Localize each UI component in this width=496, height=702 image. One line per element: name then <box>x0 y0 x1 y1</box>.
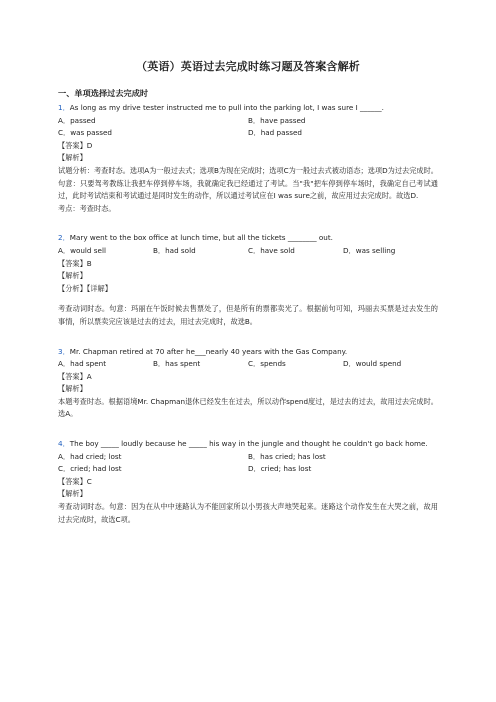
question-3 <box>58 346 438 422</box>
option-b: B．had sold <box>153 245 196 255</box>
analysis-label: 【解析】 <box>58 271 87 281</box>
options-row <box>58 115 438 128</box>
options-row <box>58 463 438 476</box>
options-row <box>58 451 438 464</box>
options-row <box>58 127 438 140</box>
answer-label: 【答案】C <box>58 476 92 486</box>
option-d: D．cried; has lost <box>248 464 312 474</box>
question-text: The boy _____ loudly because he _____ his way in the jungle and thought he couldn't go back home. <box>69 439 428 449</box>
section-heading: 一、单项选择过去完成时 <box>58 88 149 98</box>
answer-label: 【答案】D <box>58 140 93 150</box>
option-a: A．would sell <box>58 245 106 255</box>
question-text: Mr. Chapman retired at 70 after he___nearly 40 years with the Gas Company. <box>69 346 348 356</box>
explanation-text: 考查动词时态。句意：玛丽在午饭时候去售票处了，但是所有的票都卖光了。根据前句可知，玛丽去买票是过去发生的事情，所以票卖完应该是过去的过去，用过去完成时，故选B。 <box>58 304 438 326</box>
option-c: C．have sold <box>248 245 295 255</box>
option-d: D．would spend <box>343 359 402 369</box>
analysis-label: 【解析】 <box>58 489 87 499</box>
explanation-text: 试题分析：考查时态。选项A为一般过去式；选项B为现在完成时；选项C为一般过去式被动语态；选项D为过去完成时。句意：只要驾考教练让我把车停到停车场，我就确定我已经通过了考试。当"我"把车停到停车场时，我确定自己考试通过，此时考试结束和考试通过是同时发生的动作，所以通过考试应在I was sure之前，故应用过去完成时。故选D. <box>58 165 438 201</box>
analysis-label: 【解析】 <box>58 153 87 163</box>
explanation-text: 考查动词时态。句意：因为在从中中迷路认为不能回家所以小男孩大声地哭起来。迷路这个动作发生在大哭之前，故用过去完成时，故选C项。 <box>58 502 438 524</box>
option-b: B．has cried; has lost <box>248 451 326 461</box>
option-c: C．was passed <box>58 128 112 138</box>
option-c: C．spends <box>248 359 286 369</box>
analysis-label: 【解析】 <box>58 384 87 394</box>
question-2 <box>58 232 438 328</box>
option-a: A．passed <box>58 115 96 125</box>
question-1 <box>58 102 438 215</box>
option-d: D．was selling <box>343 245 396 255</box>
option-a: A．had cried; lost <box>58 451 122 461</box>
option-b: B．have passed <box>248 115 306 125</box>
question-4 <box>58 438 438 526</box>
option-d: D．had passed <box>248 128 302 138</box>
option-b: B．has spent <box>153 359 201 369</box>
question-number: 4． <box>58 439 70 449</box>
option-a: A．had spent <box>58 359 107 369</box>
question-stem <box>58 102 438 115</box>
explanation-text: 本题考查时态。根据语境Mr. Chapman退休已经发生在过去，所以动作spend度过，是过去的过去，故用过去完成时。选A。 <box>58 396 438 419</box>
question-number: 2． <box>58 233 70 243</box>
answer-label: 【答案】B <box>58 258 92 268</box>
option-c: C．cried; had lost <box>58 464 122 474</box>
question-stem <box>58 232 438 245</box>
options-row <box>58 358 438 371</box>
question-text: As long as my drive tester instructed me to pull into the parking lot, I was sure I ______. <box>69 103 384 112</box>
question-number: 3． <box>58 346 70 356</box>
document-title: （英语）英语过去完成时练习题及答案含解析 <box>136 60 360 73</box>
question-stem <box>58 346 438 359</box>
answer-label: 【答案】A <box>58 371 92 381</box>
question-text: Mary went to the box office at lunch time, but all the tickets ________ out. <box>69 233 333 243</box>
question-stem <box>58 438 438 451</box>
note-text: 考点：考查时态。 <box>58 203 116 213</box>
question-number: 1． <box>58 103 70 112</box>
options-row <box>58 245 438 258</box>
analysis-detail-label: 【分析】【详解】 <box>58 283 112 293</box>
